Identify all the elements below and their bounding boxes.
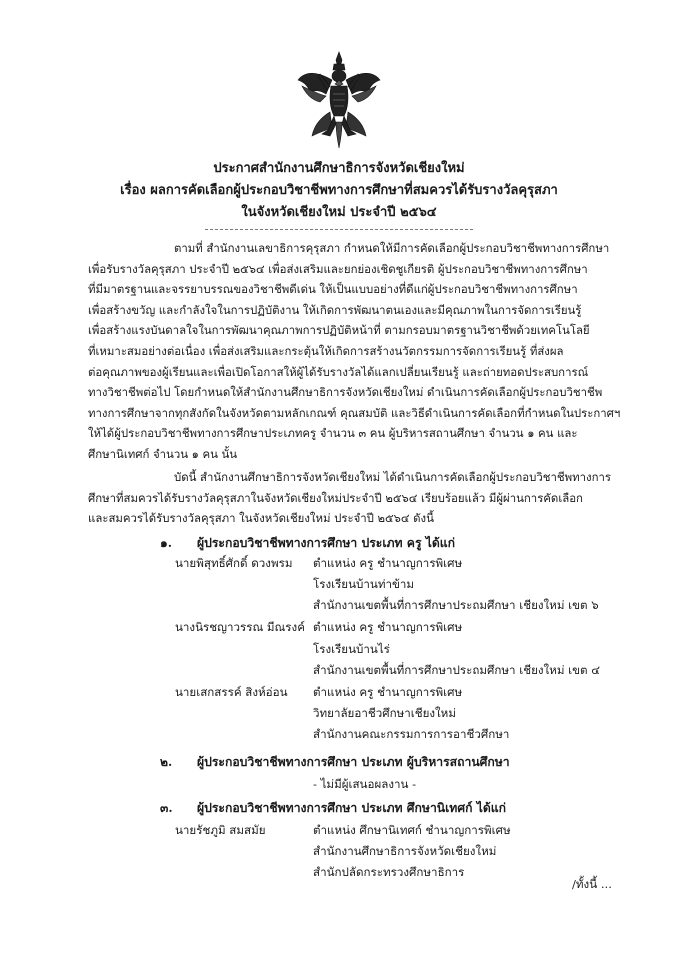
section-title: ผู้ประกอบวิชาชีพทางการศึกษา ประเภท ผู้บริหารสถานศึกษา [197, 755, 510, 769]
paragraph-line: ศึกษาที่สมควรได้รับรางวัลคุรุสภาในจังหวัดเชียงใหม่ประจำปี ๒๕๖๔ เรียบร้อยแล้ว มีผู้ผ่านการคัดเลือก [88, 490, 583, 505]
intro-paragraph [88, 238, 630, 465]
paragraph-line: ที่เหมาะสมอย่างต่อเนื่อง เพื่อส่งเสริมและกระตุ้นให้เกิดการสร้างนวัตกรรมการจัดการเรียนรู้ ที่ส่งผล [88, 343, 564, 358]
paragraph-line: ที่มีมาตรฐานและจรรยาบรรณของวิชาชีพดีเด่น ให้เป็นแบบอย่างที่ดีแก่ผู้ประกอบวิชาชีพทางการศึกษา [88, 282, 578, 297]
awardee-ministry: สำนักปลัดกระทรวงศึกษาธิการ [313, 865, 465, 879]
section-number: ๓. [160, 801, 173, 815]
awardee-name: นายรัชภูมิ สมสมัย [175, 823, 266, 837]
awardee-agency: สำนักงานศึกษาธิการจังหวัดเชียงใหม่ [313, 844, 497, 858]
awardee-school: วิทยาลัยอาชีวศึกษาเชียงใหม่ [313, 706, 456, 720]
section-title: ผู้ประกอบวิชาชีพทางการศึกษา ประเภท ศึกษานิเทศก์ ได้แก่ [197, 801, 506, 815]
paragraph-line: เพื่อรับรางวัลคุรุสภา ประจำปี ๒๕๖๔ เพื่อส่งเสริมและยกย่องเชิดชูเกียรติ ผู้ประกอบวิชาชีพทางการศึกษา [88, 261, 588, 276]
paragraph-line: ทางการศึกษาจากทุกสังกัดในจังหวัดตามหลักเกณฑ์ คุณสมบัติ และวิธีดำเนินการคัดเลือกที่กำหนดในประกาศฯ [88, 405, 621, 420]
title-divider [205, 229, 473, 230]
awardee-agency: สำนักงานเขตพื้นที่การศึกษาประถมศึกษา เชียงใหม่ เขต ๖ [313, 598, 599, 612]
paragraph-line: เพื่อสร้างแรงบันดาลใจในการพัฒนาคุณภาพการปฏิบัติหน้าที่ ตามกรอบมาตรฐานวิชาชีพด้วยเทคโนโลยี [88, 323, 590, 338]
paragraph-line: ตามที่ สำนักงานเลขาธิการคุรุสภา กำหนดให้มีการคัดเลือกผู้ประกอบวิชาชีพทางการศึกษา [174, 241, 610, 255]
paragraph-line: ศึกษานิเทศก์ จำนวน ๑ คน นั้น [88, 446, 238, 461]
awardee-name: นางนิรชญาวรรณ มีณรงค์ [175, 620, 305, 634]
paragraph-line: ทางวิชาชีพต่อไป โดยกำหนดให้สำนักงานศึกษาธิการจังหวัดเชียงใหม่ ดำเนินการคัดเลือกผู้ประกอบวิชาชีพ [88, 385, 603, 400]
awardee-name: นายพิสุทธิ์ศักดิ์ ดวงพรม [175, 556, 293, 570]
awardee-agency: สำนักงานเขตพื้นที่การศึกษาประถมศึกษา เชียงใหม่ เขต ๔ [313, 663, 601, 677]
paragraph-line: บัดนี้ สำนักงานศึกษาธิการจังหวัดเชียงใหม่ ได้ดำเนินการคัดเลือกผู้ประกอบวิชาชีพทางการ [174, 470, 611, 484]
continued-marker: /ทั้งนี้ ... [572, 877, 612, 891]
section-number: ๒. [160, 755, 173, 769]
awardee-position: ตำแหน่ง ศึกษานิเทศก์ ชำนาญการพิเศษ [313, 823, 511, 837]
announcement-title: ประกาศสำนักงานศึกษาธิการจังหวัดเชียงใหม่ [213, 161, 465, 176]
section-number: ๑. [160, 536, 172, 550]
awardee-position: ตำแหน่ง ครู ชำนาญการพิเศษ [313, 685, 463, 699]
section-title: ผู้ประกอบวิชาชีพทางการศึกษา ประเภท ครู ได้แก่ [197, 536, 456, 550]
paragraph-line: ต่อคุณภาพของผู้เรียนและเพื่อเปิดโอกาสให้ผู้ได้รับรางวัลได้แลกเปลี่ยนเรียนรู้ และถ่ายทอดประสบการณ์ [88, 364, 589, 379]
awardee-name: นายเสกสรรค์ สิงห์อ่อน [175, 685, 288, 699]
awardee-school: โรงเรียนบ้านท่าข้าม [313, 577, 415, 591]
paragraph-line: และสมควรได้รับรางวัลคุรุสภา ในจังหวัดเชียงใหม่ ประจำปี ๒๕๖๔ ดังนี้ [88, 511, 434, 526]
paragraph-line: เพื่อสร้างขวัญ และกำลังใจในการปฏิบัติงาน ให้เกิดการพัฒนาตนเองและมีคุณภาพในการจัดการเรียนรู้ [88, 302, 582, 317]
awardee-agency: สำนักงานคณะกรรมการการอาชีวศึกษา [313, 727, 510, 741]
announcement-subject-line2: ในจังหวัดเชียงใหม่ ประจำปี ๒๕๖๔ [241, 205, 437, 220]
no-nominee-note: - ไม่มีผู้เสนอผลงาน - [313, 777, 417, 791]
awardee-position: ตำแหน่ง ครู ชำนาญการพิเศษ [313, 556, 463, 570]
garuda-emblem-icon [296, 50, 382, 150]
awardee-position: ตำแหน่ง ครู ชำนาญการพิเศษ [313, 620, 463, 634]
paragraph-line: ให้ได้ผู้ประกอบวิชาชีพทางการศึกษาประเภทครู จำนวน ๓ คน ผู้บริหารสถานศึกษา จำนวน ๑ คน และ [88, 426, 578, 441]
announcement-subject: เรื่อง ผลการคัดเลือกผู้ประกอบวิชาชีพทางการศึกษาที่สมควรได้รับรางวัลคุรุสภา [120, 183, 558, 198]
awardee-school: โรงเรียนบ้านไร่ [313, 642, 390, 656]
result-paragraph [88, 467, 630, 529]
